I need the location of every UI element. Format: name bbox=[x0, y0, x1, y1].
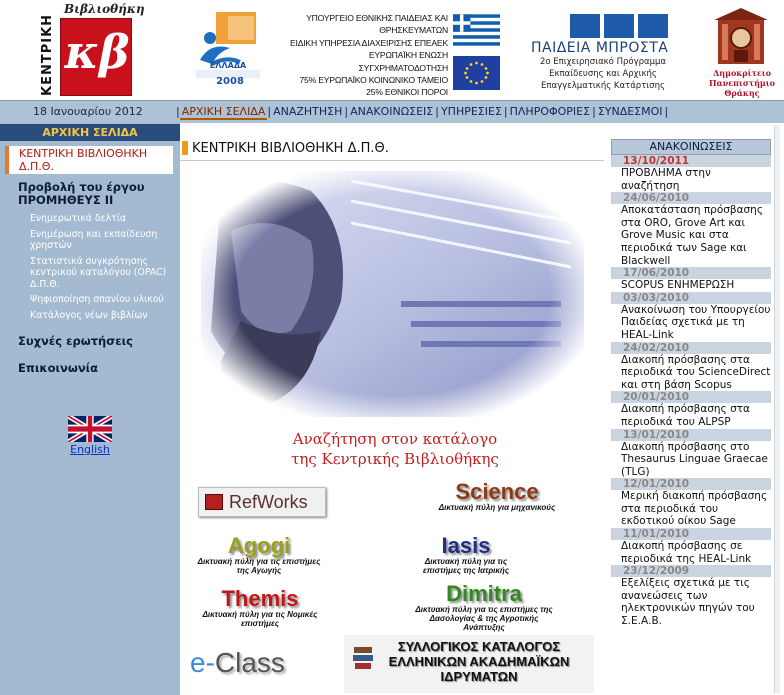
main-navigation: | ΑΡΧΙΚΗ ΣΕΛΙΔΑ | ΑΝΑΖΗΤΗΣΗ | ΑΝΑΚΟΙΝΩΣΕΙΣ | ΥΠΗΡΕΣΙΕΣ | ΠΛΗΡΟΦΟΡΙΕΣ | ΣΥΝΔΕΣΜΟΙ | bbox=[176, 105, 669, 118]
sidebar-subitem-newsletters[interactable]: Ενημερωτικά δελτία bbox=[30, 213, 126, 224]
paideia-title: ΠΑΙΔΕΙΑ ΜΠΡΟΣΤΑ bbox=[531, 40, 669, 56]
announcement-link[interactable]: Διακοπή πρόσβασης στο Thesaurus Linguae Graecae (TLG) bbox=[621, 440, 768, 478]
library-logo[interactable] bbox=[60, 18, 132, 96]
ministry-line: 75% ΕΥΡΩΠΑΪΚΟ ΚΟΙΝΩΝΙΚΟ ΤΑΜΕΙΟ bbox=[299, 75, 448, 86]
announcement-link[interactable]: SCOPUS ΕΝΗΜΕΡΩΣΗ bbox=[621, 279, 735, 292]
announcement-item bbox=[611, 528, 771, 565]
nav-information[interactable]: ΠΛΗΡΟΦΟΡΙΕΣ bbox=[509, 105, 591, 118]
nav-links[interactable]: ΣΥΝΔΕΣΜΟΙ bbox=[597, 105, 663, 118]
eu-flag-icon bbox=[453, 56, 500, 90]
portal-agogi[interactable] bbox=[196, 535, 322, 575]
sidebar-subitem-opac-stats[interactable]: Στατιστικά συγκρότησης κεντρικού καταλόγου (OPAC) Δ.Π.Θ. bbox=[30, 255, 167, 290]
ministry-line: ΥΠΟΥΡΓΕΙΟ ΕΘΝΙΚΗΣ ΠΑΙΔΕΙΑΣ ΚΑΙ ΘΡΗΣΚΕΥΜΑΤΩΝ bbox=[306, 13, 448, 36]
announcement-item bbox=[611, 429, 771, 479]
announcement-item bbox=[611, 155, 771, 192]
page-header bbox=[0, 0, 784, 100]
sidebar-subitem-new-books[interactable]: Κατάλογος νέων βιβλίων bbox=[30, 309, 148, 321]
announcement-item bbox=[611, 565, 771, 627]
search-cta-line-2: της Κεντρικής Βιβλιοθήκης bbox=[291, 450, 499, 468]
announcement-link[interactable]: Διακοπή πρόσβασης στα περιοδικά του ScienceDirect και στη βάση Scopus bbox=[621, 353, 771, 391]
announcement-date: 13/01/2010 bbox=[611, 429, 771, 441]
announcement-date: 12/01/2010 bbox=[611, 478, 771, 490]
sidebar-home-link[interactable]: ΑΡΧΙΚΗ ΣΕΛΙΔΑ bbox=[0, 124, 180, 141]
announcement-item bbox=[611, 342, 771, 392]
main-content bbox=[180, 123, 608, 695]
catalog-search-link[interactable] bbox=[250, 429, 540, 469]
uk-flag-icon[interactable] bbox=[68, 416, 112, 442]
portal-name: Themis bbox=[221, 586, 299, 611]
scrollbar[interactable] bbox=[774, 125, 780, 693]
paideia-square-icon bbox=[638, 14, 668, 38]
paideia-subtitle: 2ο Επιχειρησιακό Πρόγραμμα Εκπαίδευσης και Αρχικής Επαγγελματικής Κατάρτισης bbox=[539, 57, 667, 91]
page-title: ΚΕΝΤΡΙΚΗ ΒΙΒΛΙΟΘΗΚΗ Δ.Π.Θ. bbox=[192, 141, 389, 156]
announcement-item bbox=[611, 391, 771, 428]
announcement-date: 03/03/2010 bbox=[611, 292, 771, 304]
portal-dimitra[interactable] bbox=[410, 583, 558, 632]
portal-themis[interactable] bbox=[202, 588, 318, 628]
sidebar-item-promitheus[interactable]: Προβολή του έργου ΠΡΟΜΗΘΕΥΣ ΙΙ bbox=[18, 180, 145, 207]
paideia-square-icon bbox=[604, 14, 634, 38]
ministry-line: ΕΙΔΙΚΗ ΥΠΗΡΕΣΙΑ ΔΙΑΧΕΙΡΙΣΗΣ ΕΠΕΑΕΚ bbox=[289, 37, 448, 48]
announcement-item bbox=[611, 292, 771, 342]
announcement-item bbox=[611, 478, 771, 528]
portal-desc: Δικτυακή πύλη για τις επιστήμες της Δασολογίας & της Αγροτικής Ανάπτυξης bbox=[415, 605, 553, 632]
announcement-link[interactable]: Μερική διακοπή πρόσβασης στα περιοδικά του εκδοτικού οίκου Sage bbox=[621, 490, 768, 528]
duth-name-text: Δημοκρίτειο Πανεπιστήμιο Θράκης bbox=[708, 68, 775, 98]
english-language-link[interactable]: English bbox=[70, 443, 110, 456]
hero-library-photo bbox=[201, 171, 584, 417]
ellada-2008-logo bbox=[196, 12, 260, 92]
duth-university-logo[interactable] bbox=[714, 8, 768, 66]
search-cta-line-1: Αναζήτηση στον κατάλογο bbox=[292, 430, 498, 448]
announcement-date: 13/10/2011 bbox=[611, 155, 771, 167]
logo-kb-text: κβ bbox=[64, 25, 130, 79]
eclass-link[interactable] bbox=[190, 647, 285, 679]
announcement-date: 23/12/2009 bbox=[611, 565, 771, 577]
portal-name: Agogi bbox=[227, 533, 291, 558]
portal-desc: Δικτυακή πύλη για τις Νομικές επιστήμες bbox=[202, 610, 318, 628]
sidebar-subitem-user-training[interactable]: Ενημέρωση και εκπαίδευση χρηστών bbox=[30, 228, 158, 251]
announcement-date: 17/06/2010 bbox=[611, 267, 771, 279]
refworks-icon bbox=[205, 494, 223, 510]
portal-science[interactable] bbox=[402, 481, 592, 512]
refworks-button[interactable] bbox=[198, 487, 326, 517]
announcement-link[interactable]: Ανακοίνωση του Υπουργείου Παιδείας σχετικά με τη HEAL-Link bbox=[621, 303, 771, 341]
nav-services[interactable]: ΥΠΗΡΕΣΙΕΣ bbox=[440, 105, 502, 118]
nav-announcements[interactable]: ΑΝΑΚΟΙΝΩΣΕΙΣ bbox=[350, 105, 434, 118]
portal-desc: Δικτυακή πύλη για τις επιστήμες της Ιατρικής bbox=[422, 557, 510, 575]
eclass-e: e- bbox=[190, 647, 215, 678]
logo-vertical-text: ΚΕΝΤΡΙΚΗ bbox=[40, 13, 55, 96]
sidebar-item-faq[interactable]: Συχνές ερωτήσεις bbox=[18, 334, 133, 348]
main-title-bar bbox=[180, 139, 604, 161]
ministry-funding-text bbox=[262, 12, 448, 99]
announcement-link[interactable]: ΠΡΟΒΛΗΜΑ στην αναζήτηση bbox=[621, 167, 711, 192]
announcement-item bbox=[611, 192, 771, 267]
portal-name: Science bbox=[455, 479, 539, 504]
announcement-item bbox=[611, 267, 771, 292]
announcement-date: 24/06/2010 bbox=[611, 192, 771, 204]
announcement-date: 24/02/2010 bbox=[611, 342, 771, 354]
portal-name: Dimitra bbox=[446, 581, 522, 606]
refworks-label: RefWorks bbox=[229, 492, 308, 512]
portal-name: Iasis bbox=[441, 533, 491, 558]
announcement-link[interactable]: Διακοπή πρόσβασης στα περιοδικά του ALPSP bbox=[621, 403, 750, 428]
top-nav-bar bbox=[0, 100, 784, 123]
ellada-year: 2008 bbox=[216, 76, 244, 87]
portal-desc: Δικτυακή πύλη για τις επιστήμες της Αγωγής bbox=[197, 557, 321, 575]
greek-flag-icon bbox=[453, 13, 500, 47]
nav-search[interactable]: ΑΝΑΖΗΤΗΣΗ bbox=[273, 105, 343, 118]
portal-desc: Δικτυακή πύλη για μηχανικούς bbox=[438, 503, 556, 512]
union-catalog-text: ΣΥΛΛΟΓΙΚΟΣ ΚΑΤΑΛΟΓΟΣ ΕΛΛΗΝΙΚΩΝ ΑΚΑΔΗΜΑΪΚΩΝ ΙΔΡΥΜΑΤΩΝ bbox=[388, 639, 570, 684]
announcement-date: 11/01/2010 bbox=[611, 528, 771, 540]
union-catalog-link[interactable] bbox=[344, 635, 594, 693]
announcements-list bbox=[611, 155, 771, 628]
portal-iasis[interactable] bbox=[410, 535, 522, 575]
paideia-square-icon bbox=[570, 14, 600, 38]
left-sidebar bbox=[0, 123, 180, 695]
title-marker-icon bbox=[182, 141, 188, 155]
announcements-header: ΑΝΑΚΟΙΝΩΣΕΙΣ bbox=[611, 139, 771, 155]
ministry-line: 25% ΕΘΝΙΚΟΙ ΠΟΡΟΙ bbox=[366, 87, 448, 98]
ministry-line: ΣΥΓΧΡΗΜΑΤΟΔΟΤΗΣΗ bbox=[358, 62, 448, 73]
sidebar-item-contact[interactable]: Επικοινωνία bbox=[18, 361, 99, 375]
nav-home[interactable]: ΑΡΧΙΚΗ ΣΕΛΙΔΑ bbox=[181, 105, 266, 118]
announcement-date: 20/01/2010 bbox=[611, 391, 771, 403]
ellada-label: ΕΛΛΑΔΑ bbox=[209, 61, 247, 70]
announcement-link[interactable]: Αποκατάσταση πρόσβασης στα ORO, Grove Art και Grove Music και στα περιοδικά των Sage και Blackwell bbox=[621, 204, 763, 267]
eclass-rest: Class bbox=[214, 647, 285, 678]
ministry-line: ΕΥΡΩΠΑΪΚΗ ΕΝΩΣΗ bbox=[368, 50, 448, 61]
sidebar-menu bbox=[18, 181, 174, 375]
logo-library-text: Βιβλιοθήκη bbox=[64, 2, 145, 16]
sidebar-current-page[interactable]: ΚΕΝΤΡΙΚΗ ΒΙΒΛΙΟΘΗΚΗ Δ.Π.Θ. bbox=[5, 146, 173, 174]
sidebar-subitem-digitization[interactable]: Ψηφιοποίηση σπανίου υλικού bbox=[30, 294, 164, 305]
announcement-link[interactable]: Διακοπή πρόσβασης σε περιοδικά της HEAL-Link bbox=[621, 540, 752, 565]
announcements-panel bbox=[608, 123, 784, 695]
current-date: 18 Ιανουαρίου 2012 bbox=[33, 105, 143, 118]
announcement-link[interactable]: Εξελίξεις σχετικά με τις ανανεώσεις των ηλεκτρονικών πηγών του Σ.Ε.Α.Β. bbox=[621, 577, 755, 628]
